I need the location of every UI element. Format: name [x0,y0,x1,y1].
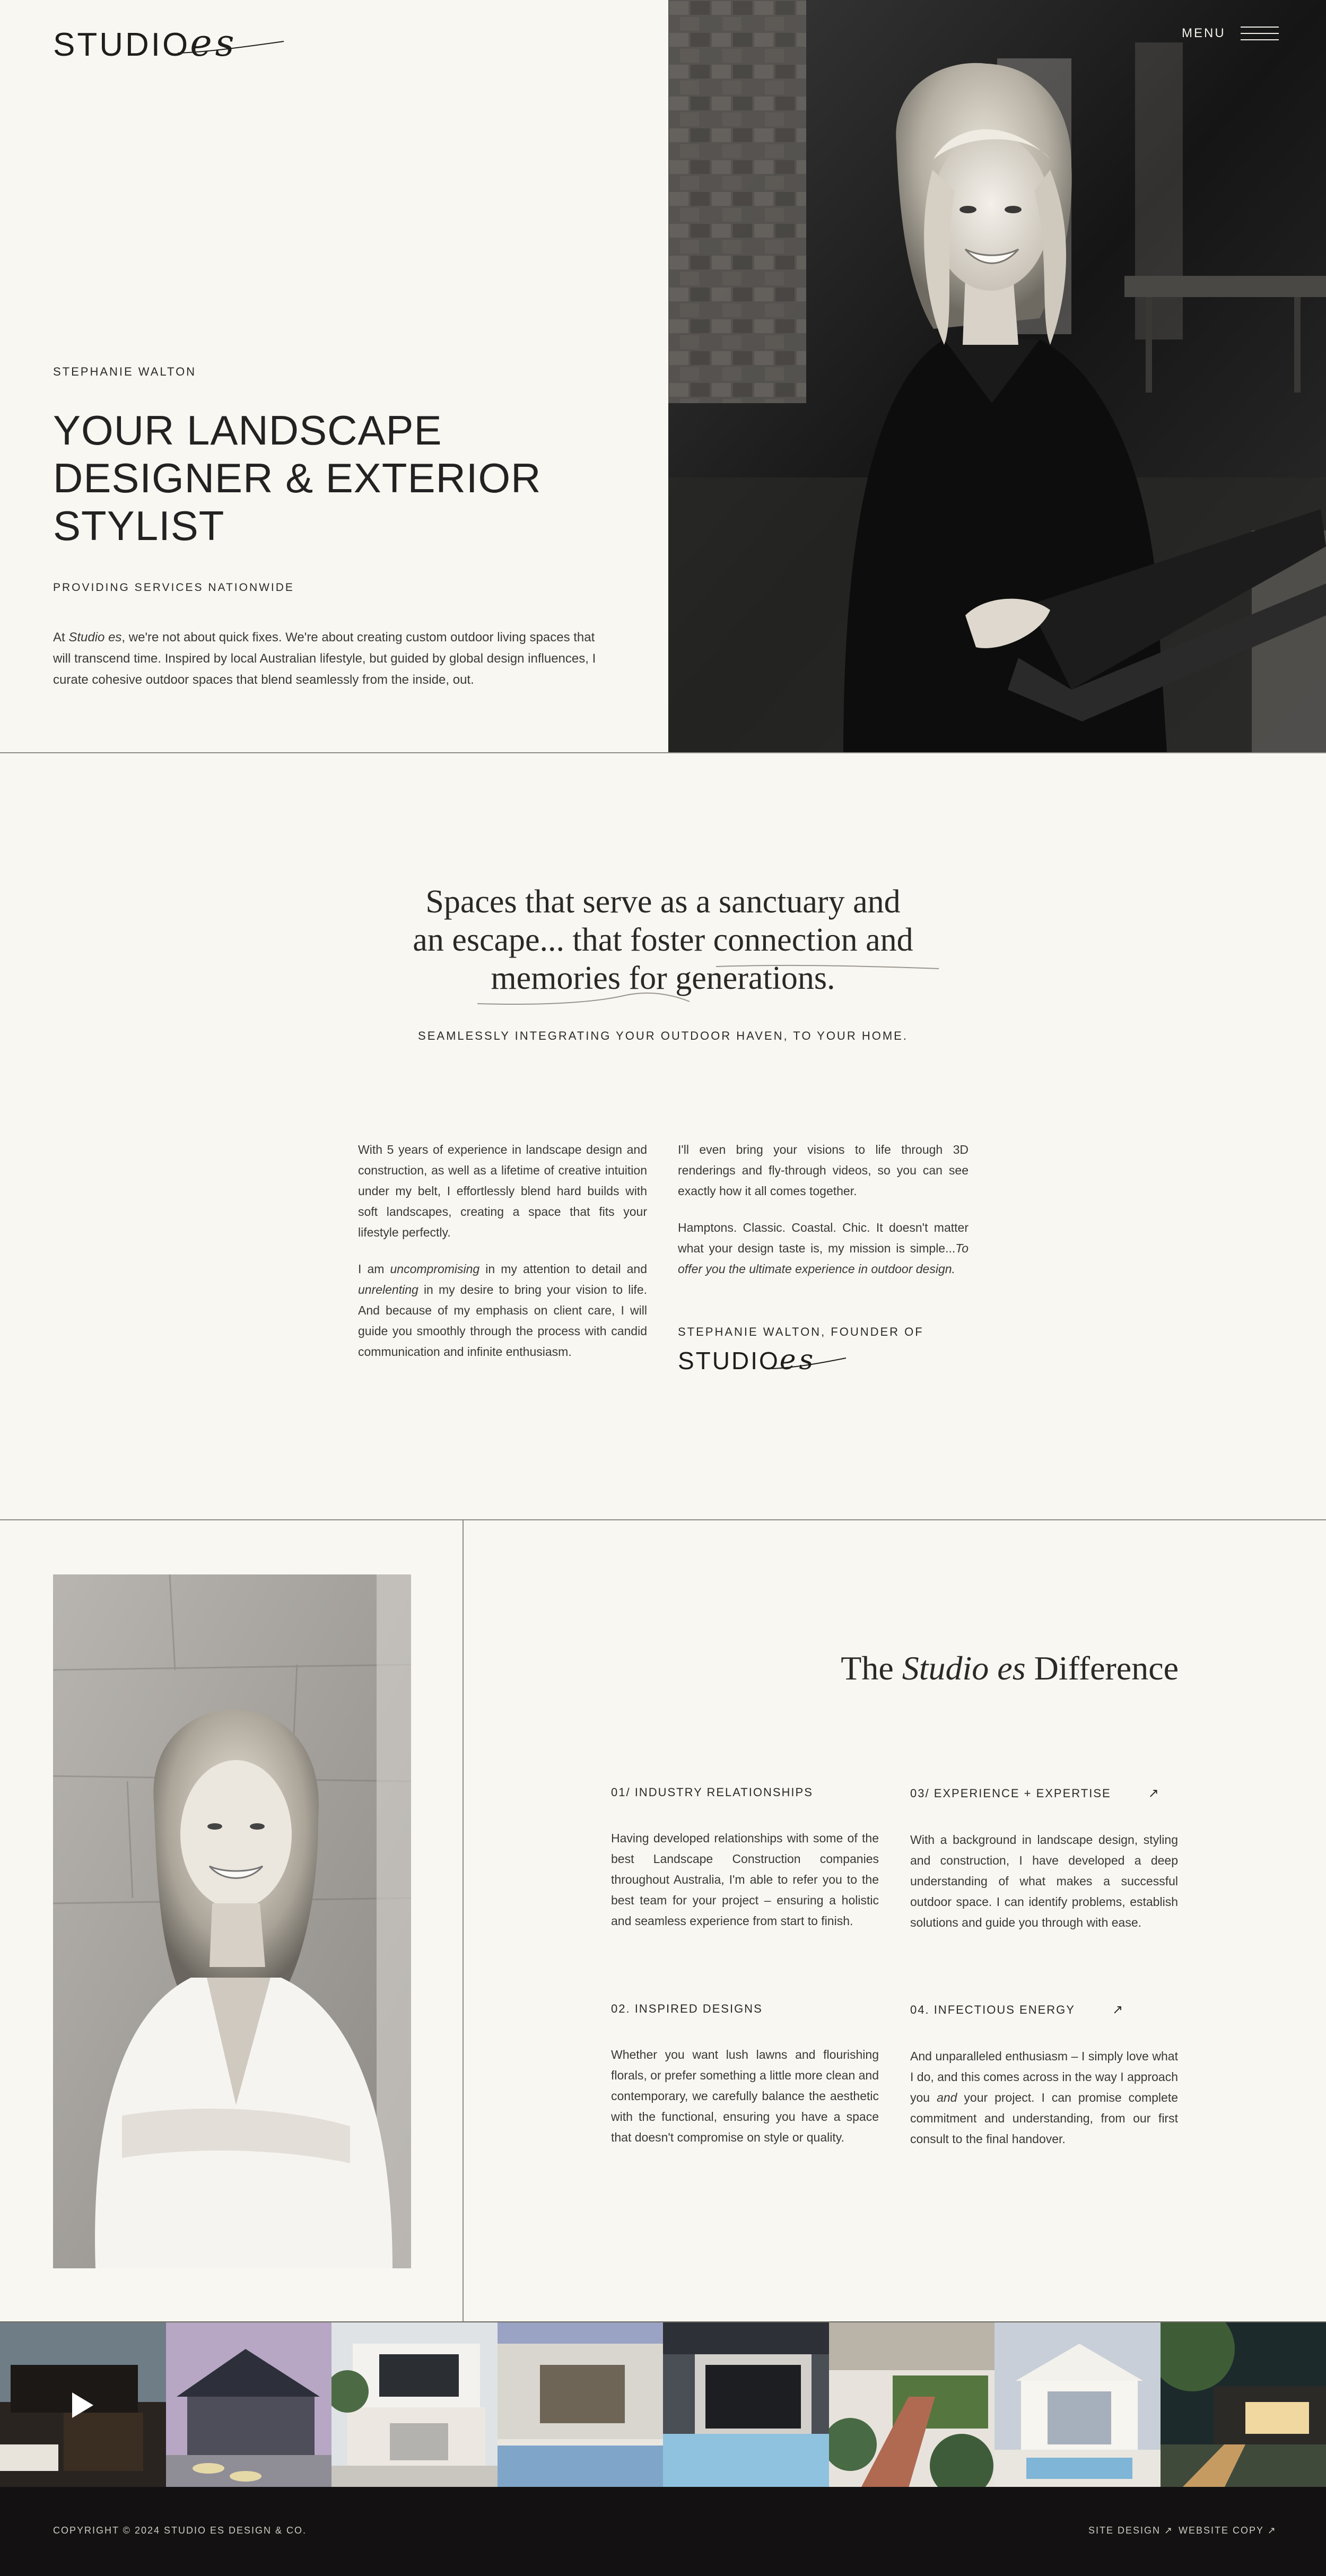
hero-subhead: PROVIDING SERVICES NATIONWIDE [53,581,294,594]
signature-logo-script: es [779,1344,817,1376]
intro-section [0,753,1326,1520]
intro-col2-paragraph-2 [678,1217,969,1280]
intro-col1-p2-em2: unrelenting [358,1283,418,1296]
feature-body-a: And unparalleled enthusiasm – I simply love what I do, and this comes across in the way I approach you [910,2049,1178,2104]
portrait-illustration [668,0,1326,752]
menu-label: MENU [1182,26,1226,40]
arrow-up-right-icon[interactable]: ↗ [1148,1786,1160,1800]
difference-title-b: Difference [1025,1649,1179,1687]
intro-col1-paragraph-1: With 5 years of experience in landscape design and construction, as well as a lifetime of creative intuition under my belt, I effortlessly blend hard builds with soft landscapes, creating a space that fits your lifestyle perfectly. [358,1143,647,1239]
gallery-image-8[interactable] [1161,2322,1326,2488]
intro-col2-paragraph-1: I'll even bring your visions to life through 3D renderings and fly-through videos, so you can see exactly how it all comes together. [678,1143,969,1198]
site-footer [0,2487,1326,2576]
intro-col2-p2-a: Hamptons. Classic. Coastal. Chic. It doesn't matter what your design taste is, my mission is simple... [678,1221,969,1255]
signature-label: STEPHANIE WALTON, FOUNDER OF [678,1325,924,1338]
hamburger-icon [1241,25,1279,41]
site-design-link[interactable]: SITE DESIGN ↗ [1088,2525,1174,2536]
hero-body-before: At [53,630,69,645]
feature-body-em: and [937,2091,957,2104]
gallery-image-2[interactable] [166,2322,332,2488]
vertical-divider [463,1520,464,2321]
intro-quote-line-1: Spaces that serve as a sanctuary and [425,884,901,920]
hero-body-brand: Studio es [68,630,122,645]
gallery-video-thumb[interactable] [0,2322,166,2488]
hero-body-after: , we're not about quick fixes. We're about creating custom outdoor living spaces that will transcend time. Inspired by local Australian lifestyle, but guided by global design influences, I curate cohesive outdoor spaces that blend seamlessly from the inside, out. [53,630,596,687]
feature-body-b: your project. I can promise complete commitment and understanding, from our first consult to the final handover. [910,2091,1179,2146]
feature-heading: 01/ INDUSTRY RELATIONSHIPS [611,1786,813,1799]
quote-underline-swash [467,951,944,1014]
gallery-image-7[interactable] [994,2322,1161,2488]
hero-portrait-photo [668,0,1326,752]
feature-body: Whether you want lush lawns and flourishing florals, or prefer something a little more clean and contemporary, we carefully balance the aesthetic with the functional, ensuring you have a space that doesn't compromise on style or quality. [611,2048,879,2144]
difference-section [0,1520,1326,2321]
founder-portrait-photo [53,1574,411,2268]
hero-title-line-2: DESIGNER & EXTERIOR [53,455,542,501]
website-copy-link[interactable]: WEBSITE COPY ↗ [1179,2525,1277,2536]
play-icon[interactable] [72,2392,93,2418]
feature-heading: 02. INSPIRED DESIGNS [611,2002,763,2015]
logo-word: STUDIO [53,27,190,63]
gallery-image-6[interactable] [829,2322,995,2488]
intro-quote-highlight-2: memories [491,960,621,996]
copyright-text: COPYRIGHT © 2024 STUDIO ES DESIGN & CO. [53,2525,307,2536]
feature-infectious-energy [910,2002,1178,2149]
gallery-image-3[interactable] [332,2322,498,2488]
signature-logo-word: STUDIO [678,1347,780,1374]
difference-title-brand: Studio es [902,1649,1026,1687]
feature-heading [910,1786,1178,1801]
feature-industry-relationships [611,1786,879,1931]
feature-body: Having developed relationships with some of the best Landscape Construction companies throughout Australia, I'm able to refer you to the best team for your project – ensuring a holistic and seamless experience from start to finish. [611,1831,879,1928]
hero-section [0,0,1326,753]
logo-swash [175,32,286,58]
intro-col2-p2-em: To offer you the ultimate experience in outdoor design. [678,1241,969,1276]
intro-col1-p2-c: in my desire to bring your vision to life. And because of my emphasis on client care, I will guide you smoothly through the process with candid communication and infinite enthusiasm. [358,1283,647,1359]
feature-body [910,2046,1178,2149]
hero-eyebrow: STEPHANIE WALTON [53,365,197,378]
logo-script: es [190,21,238,65]
feature-body: With a background in landscape design, styling and construction, I have developed a deep understanding of what makes a successful outdoor space. I can identify problems, establish solutions and guide you through with ease. [910,1833,1178,1929]
intro-column-right [678,1139,969,1295]
hero-title-line-1: YOUR LANDSCAPE [53,407,442,454]
intro-col1-p2-a: I am [358,1262,390,1276]
intro-col1-p2-em1: uncompromising [390,1262,480,1276]
intro-quote-line-2a: an escape... that foster [413,922,713,958]
intro-tagline: SEAMLESSLY INTEGRATING YOUR OUTDOOR HAVEN, TO YOUR HOME. [418,1029,908,1042]
gallery-image-4[interactable] [498,2322,664,2488]
feature-heading-text: 03/ EXPERIENCE + EXPERTISE [910,1786,1111,1800]
intro-quote-line-3b: for generations. [620,960,835,996]
hero-body [53,627,615,691]
signature-logo-swash [769,1352,849,1373]
project-gallery-strip [0,2321,1326,2487]
intro-col1-paragraph-2 [358,1259,647,1362]
hero-text-panel [0,0,668,752]
arrow-up-right-icon[interactable]: ↗ [1112,2003,1124,2017]
hero-title-line-3: STYLIST [53,502,225,549]
menu-button[interactable] [1182,25,1279,41]
difference-title-a: The [841,1649,902,1687]
feature-inspired-designs [611,2002,879,2148]
hero-title [53,406,636,550]
feature-experience-expertise [910,1786,1178,1933]
gallery-image-5[interactable] [663,2322,829,2488]
difference-title [841,1649,1179,1688]
intro-column-left [358,1139,647,1378]
intro-col1-p2-b: in my attention to detail and [479,1262,647,1276]
feature-heading-text: 04. INFECTIOUS ENERGY [910,2003,1075,2016]
intro-quote-highlight-1: connection and [713,922,913,958]
feature-heading [910,2002,1178,2017]
